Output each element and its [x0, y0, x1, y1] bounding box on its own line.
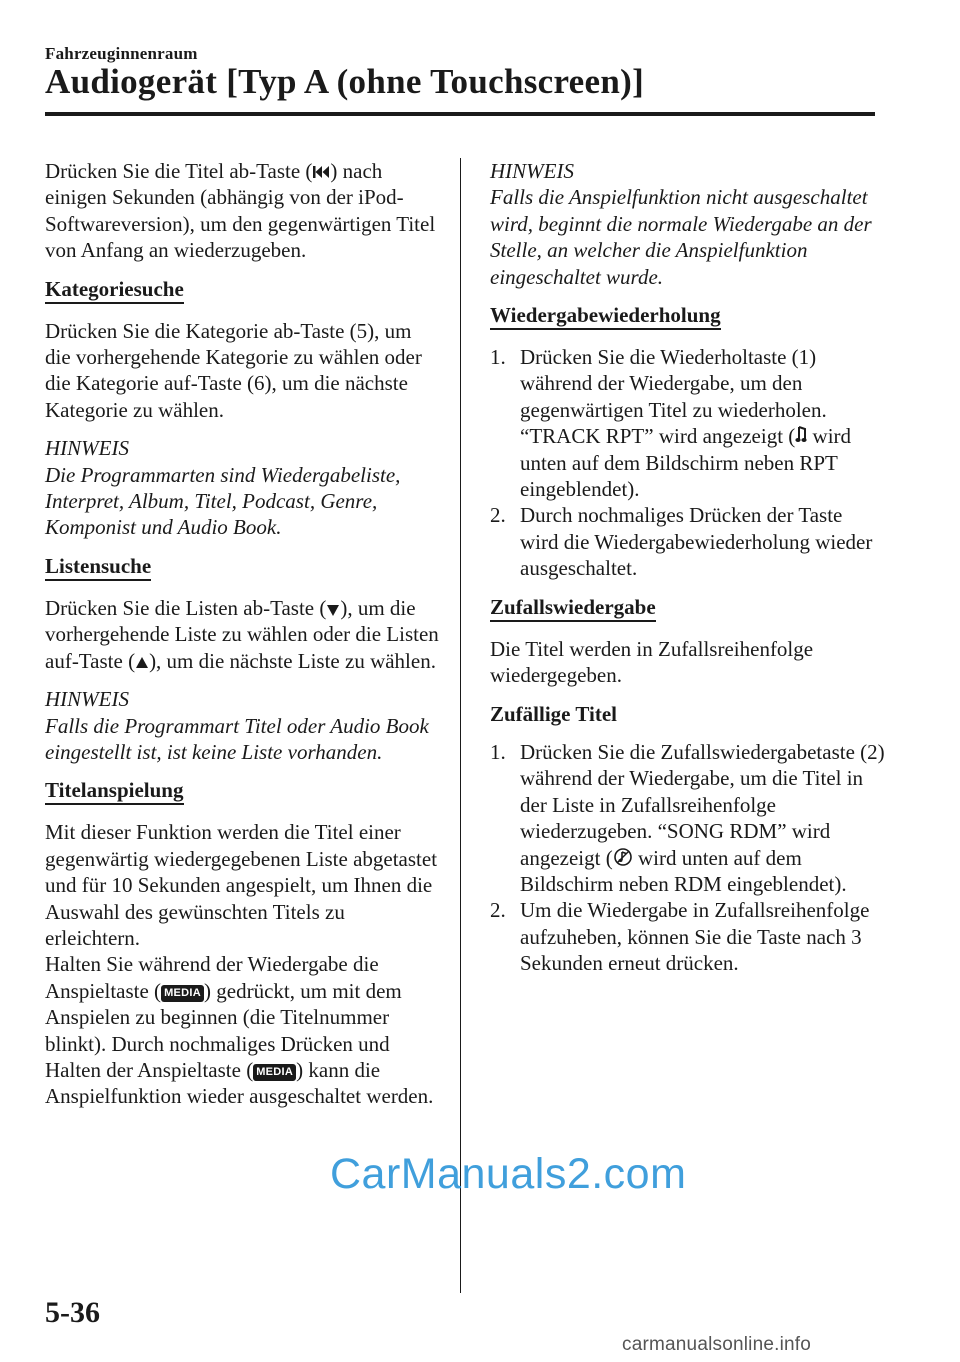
- titelanspielung-heading: Titelanspielung: [45, 777, 184, 805]
- wiederholung-steps: [490, 344, 885, 582]
- step-text-a: Drücken Sie die Zufallswiedergabetaste (2) während der Wiedergabe, um die Titel in der Liste in Zufallsreihenfolge wiederzugeben. “SONG RDM” wird angezeigt (: [520, 739, 885, 870]
- skip-back-icon: [312, 164, 330, 180]
- listen-text-c: ), um die nächste Liste zu wählen.: [149, 648, 436, 673]
- right-column: [490, 158, 885, 989]
- zufaellige-titel-heading: Zufällige Titel: [490, 701, 617, 726]
- hinweis-title-2: HINWEIS: [45, 687, 129, 712]
- random-note-icon: [613, 847, 633, 867]
- step-number: 1.: [490, 739, 506, 764]
- kategoriesuche-heading: Kategoriesuche: [45, 276, 184, 304]
- media-button-icon: MEDIA: [253, 1064, 296, 1081]
- titelan-text-b: ) gedrückt, um mit dem Anspielen zu beginnen (die Titelnummer blinkt). Durch nochmaliges Drücken und Halten der Anspieltaste (: [45, 978, 402, 1082]
- list-item: [490, 344, 885, 502]
- hinweis-title-3: HINWEIS: [490, 159, 574, 183]
- titelan-text-c: ) kann die Anspielfunktion wieder ausgeschaltet werden.: [45, 1057, 434, 1109]
- zufallswiedergabe-heading: Zufallswiedergabe: [490, 594, 656, 622]
- step-text-b: wird unten auf dem Bildschirm neben RDM eingeblendet).: [520, 845, 847, 896]
- list-item: [490, 502, 885, 581]
- section-label: Fahrzeuginnenraum: [45, 44, 198, 63]
- wiedergabewiederholung-heading: Wiedergabewiederholung: [490, 302, 721, 330]
- step-number: 2.: [490, 503, 506, 528]
- titelanspielung-body-2: [45, 951, 440, 1109]
- listen-text-b: ), um die vorhergehende Liste zu wählen oder die Listen auf-Taste (: [45, 595, 439, 673]
- listensuche-body: [45, 595, 440, 674]
- hinweis-title-1: HINWEIS: [45, 436, 129, 461]
- hinweis-body-1: Die Programmarten sind Wiedergabeliste, Interpret, Album, Titel, Podcast, Genre, Komponist und Audio Book.: [45, 462, 401, 540]
- triangle-up-icon: [135, 656, 149, 670]
- step-text-a: Drücken Sie die Wiederholtaste (1) während der Wiedergabe, um den gegenwärtigen Titel zu wiederholen. “TRACK RPT” wird angezeigt (: [520, 345, 827, 449]
- list-item: [490, 897, 885, 976]
- column-divider: [460, 158, 461, 1293]
- page-number: 5-36: [45, 1296, 100, 1329]
- zufall-steps: [490, 739, 885, 977]
- step-number: 1.: [490, 345, 506, 370]
- kategoriesuche-body: Drücken Sie die Kategorie ab-Taste (5), um die vorhergehende Kategorie zu wählen oder die Kategorie auf-Taste (6), um die nächste Kategorie zu wählen.: [45, 318, 422, 422]
- hinweis-body-3: Falls die Anspielfunktion nicht ausgeschaltet wird, beginnt die normale Wiedergabe an der Stelle, an welcher die Anspielfunktion eingeschaltet wurde.: [490, 185, 872, 289]
- intro-text-a: Drücken Sie die Titel ab-Taste (: [45, 159, 313, 183]
- intro-text-b: ) nach einigen Sekunden (abhängig von der iPod-Softwareversion), um den gegenwärtigen Titel von Anfang an wiederzugeben.: [45, 159, 436, 263]
- step-text: Um die Wiedergabe in Zufallsreihenfolge aufzuheben, können Sie die Taste nach 3 Sekunden erneut drücken.: [520, 898, 870, 976]
- media-button-icon: MEDIA: [161, 985, 204, 1002]
- list-item: [490, 739, 885, 897]
- page-title: Audiogerät [Typ A (ohne Touchscreen)]: [45, 62, 645, 101]
- step-text-b: wird unten auf dem Bildschirm neben RPT eingeblendet).: [520, 424, 852, 502]
- header-divider: [45, 112, 875, 116]
- titelan-text-a: Halten Sie während der Wiedergabe die Anspieltaste (: [45, 952, 379, 1003]
- hinweis-body-2: Falls die Programmart Titel oder Audio Book eingestellt ist, ist keine Liste vorhanden.: [45, 713, 429, 764]
- intro-paragraph: [45, 158, 440, 264]
- titelanspielung-body-1: Mit dieser Funktion werden die Titel einer gegenwärtig wiedergegebenen Liste abgetastet und für 10 Sekunden angespielt, um Ihnen die Auswahl des gewünschten Titels zu erleichtern.: [45, 820, 438, 950]
- listensuche-heading: Listensuche: [45, 553, 151, 581]
- watermark-online: carmanualsonline.info: [622, 1334, 812, 1355]
- watermark-carmanuals: CarManuals2.com: [330, 1150, 687, 1198]
- music-note-icon: [795, 425, 807, 445]
- listen-text-a: Drücken Sie die Listen ab-Taste (: [45, 595, 327, 620]
- left-column: [45, 158, 440, 1122]
- step-text: Durch nochmaliges Drücken der Taste wird die Wiedergabewiederholung wieder ausgeschaltet.: [520, 503, 873, 581]
- zufallswiedergabe-body: Die Titel werden in Zufallsreihenfolge wiedergegeben.: [490, 636, 814, 688]
- triangle-down-icon: [326, 603, 340, 617]
- step-number: 2.: [490, 898, 506, 923]
